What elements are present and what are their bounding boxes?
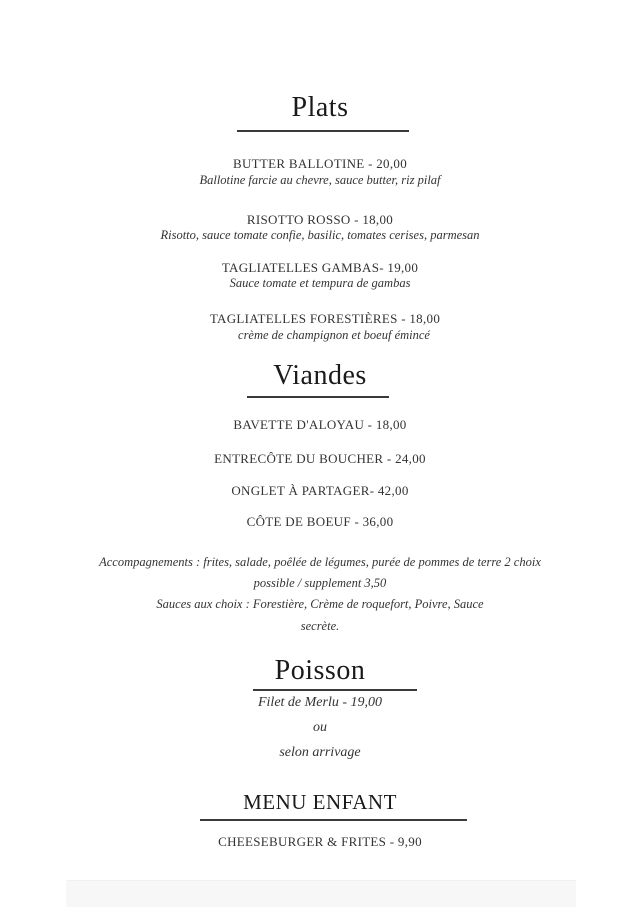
menu-item-desc: Sauce tomate et tempura de gambas [229, 276, 411, 290]
divider-plats [237, 130, 409, 132]
accompaniments-note: possible / supplement 3,50 [253, 576, 387, 590]
divider-menu-enfant [200, 819, 467, 821]
menu-item-name: CHEESEBURGER & FRITES - 9,90 [218, 834, 422, 849]
divider-viandes [247, 396, 389, 398]
menu-item-name: ONGLET À PARTAGER- 42,00 [231, 483, 409, 498]
section-title-menu-enfant: MENU ENFANT [243, 790, 397, 814]
menu-item-desc: Ballotine farcie au chevre, sauce butter, riz pilaf [199, 173, 441, 187]
accompaniments-note: Accompagnements : frites, salade, poêlée de légumes, purée de pommes de terre 2 choix [99, 555, 541, 569]
menu-item-name: ENTRECÔTE DU BOUCHER - 24,00 [214, 451, 426, 466]
menu-item-desc: Risotto, sauce tomate confie, basilic, tomates cerises, parmesan [160, 228, 480, 242]
fish-or: ou [313, 720, 327, 735]
section-title-poisson: Poisson [274, 655, 366, 686]
footer-panel [66, 880, 576, 907]
menu-item-name: CÔTE DE BOEUF - 36,00 [246, 514, 394, 529]
menu-item-name: RISOTTO ROSSO - 18,00 [246, 212, 394, 227]
menu-item-name: TAGLIATELLES GAMBAS- 19,00 [221, 260, 419, 275]
menu-item-name: TAGLIATELLES FORESTIÈRES - 18,00 [209, 311, 441, 326]
divider-poisson [253, 689, 417, 691]
menu-item-name: BUTTER BALLOTINE - 20,00 [232, 156, 407, 171]
sauces-note: secrète. [300, 619, 340, 633]
fish-item: Filet de Merlu - 19,00 [257, 695, 383, 710]
menu-item-name: BAVETTE D'ALOYAU - 18,00 [233, 417, 407, 432]
section-title-viandes: Viandes [273, 360, 367, 391]
sauces-note: Sauces aux choix : Forestière, Crème de roquefort, Poivre, Sauce [156, 597, 484, 611]
fish-availability: selon arrivage [279, 745, 361, 760]
section-title-plats: Plats [291, 92, 349, 123]
menu-item-desc: crème de champignon et boeuf émincé [238, 328, 430, 342]
